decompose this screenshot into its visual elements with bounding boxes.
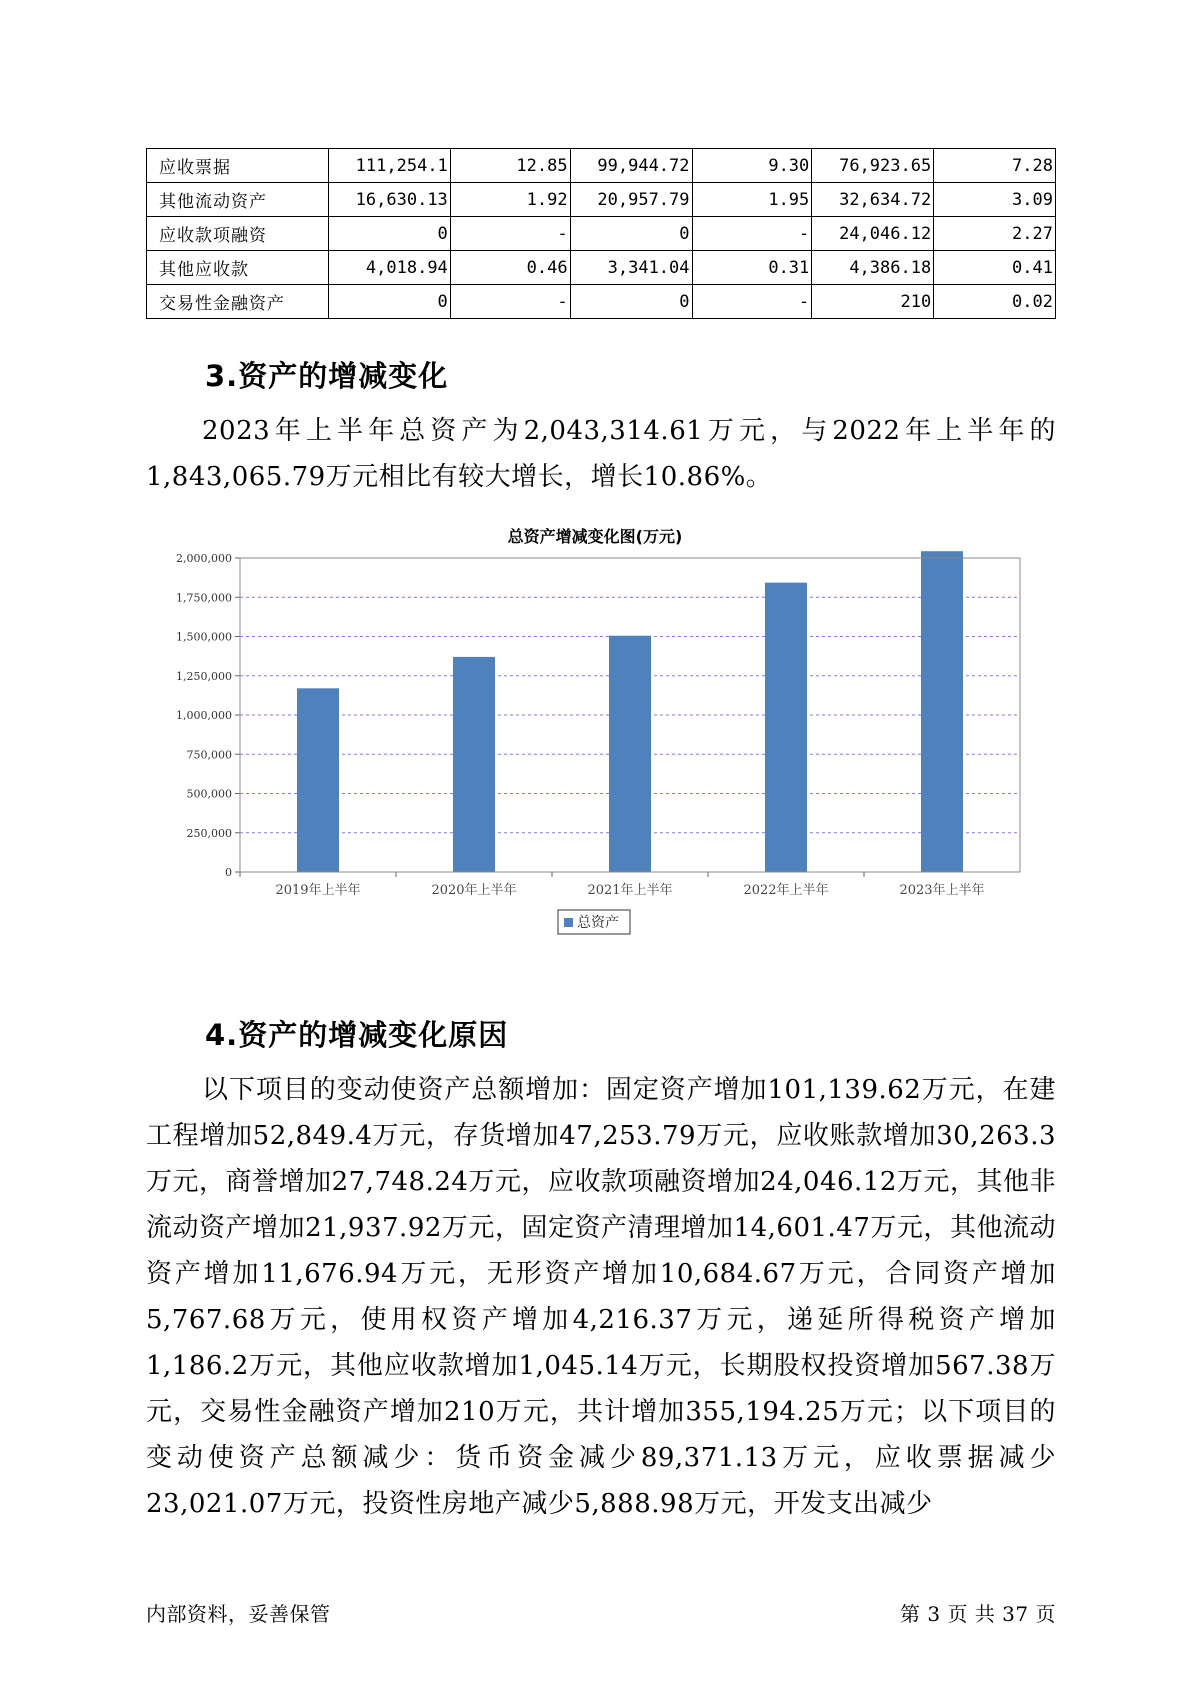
paragraph: 以下项目的变动使资产总额增加：固定资产增加101,139.62万元，在建工程增加52,849.4万元，存货增加47,253.79万元，应收账款增加30,263.3万元，商誉增加27,748.24万元，应收款项融资增加24,046.12万元，其他非流动资产增加21,937.92万元，固定资产清理增加14,601.47万元，其他流动资产增加11,676.94万元，无形资产增加10,684.67万元，合同资产增加5,767.68万元，使用权资产增加4,216.37万元，递延所得税资产增加1,186.2万元，其他应收款增加1,045.14万元，长期股权投资增加567.38万元，交易性金融资产增加210万元，共计增加355,194.25万元；以下项目的变动使资产总额减少：货币资金减少89,371.13万元，应收票据减少23,021.07万元，投资性房地产减少5,888.98万元，开发支出减少 <box>146 1075 1056 1519</box>
cell-value: 99,944.72 <box>570 149 692 183</box>
y-tick-label: 500,000 <box>186 787 232 801</box>
cell-percent: 1.95 <box>692 183 812 217</box>
row-label: 交易性金融资产 <box>147 285 329 319</box>
chart-legend <box>558 910 630 934</box>
table-row <box>147 217 1056 251</box>
x-tick-label: 2023年上半年 <box>899 883 985 898</box>
bar <box>453 657 495 872</box>
page-number: 第 3 页 共 37 页 <box>900 1602 1056 1626</box>
footer-confidential-note: 内部资料，妥善保管 <box>146 1602 331 1626</box>
y-tick-label: 250,000 <box>186 826 232 840</box>
cell-value: 16,630.13 <box>328 183 450 217</box>
cell-value: 210 <box>812 285 934 319</box>
legend-label: 总资产 <box>577 915 619 931</box>
row-label: 其他应收款 <box>147 251 329 285</box>
cell-percent: - <box>692 285 812 319</box>
y-tick-label: 750,000 <box>186 748 232 762</box>
cell-value: 76,923.65 <box>812 149 934 183</box>
cell-percent: 12.85 <box>450 149 570 183</box>
cell-percent: 2.27 <box>934 217 1056 251</box>
cell-value: 4,386.18 <box>812 251 934 285</box>
y-tick-label: 1,250,000 <box>176 669 232 683</box>
asset-table <box>146 148 1056 319</box>
row-label: 其他流动资产 <box>147 183 329 217</box>
table-row <box>147 285 1056 319</box>
cell-percent: - <box>450 217 570 251</box>
y-axis-ticks <box>176 552 240 879</box>
chart-bars <box>297 551 963 872</box>
cell-value: 0 <box>570 285 692 319</box>
cell-percent: 0.41 <box>934 251 1056 285</box>
cell-value: 0 <box>328 285 450 319</box>
bar <box>609 636 651 872</box>
cell-percent: 0.31 <box>692 251 812 285</box>
x-axis-labels <box>240 872 985 898</box>
cell-percent: 3.09 <box>934 183 1056 217</box>
x-tick-label: 2020年上半年 <box>431 883 517 898</box>
y-tick-label: 2,000,000 <box>176 552 232 565</box>
cell-value: 0 <box>570 217 692 251</box>
chart-title: 总资产增减变化图(万元) <box>507 527 683 546</box>
section-heading: 3.资产的增减变化 <box>205 359 449 393</box>
cell-percent: 9.30 <box>692 149 812 183</box>
y-tick-label: 1,750,000 <box>176 591 232 605</box>
row-label: 应收款项融资 <box>147 217 329 251</box>
cell-value: 111,254.1 <box>328 149 450 183</box>
cell-percent: 0.02 <box>934 285 1056 319</box>
cell-value: 32,634.72 <box>812 183 934 217</box>
row-label: 应收票据 <box>147 149 329 183</box>
bar <box>765 583 807 872</box>
cell-value: 3,341.04 <box>570 251 692 285</box>
table-row <box>147 251 1056 285</box>
bar-chart <box>160 520 1030 980</box>
cell-value: 4,018.94 <box>328 251 450 285</box>
legend-swatch <box>564 918 573 927</box>
cell-value: 0 <box>328 217 450 251</box>
bar <box>921 551 963 872</box>
cell-percent: 7.28 <box>934 149 1056 183</box>
y-tick-label: 1,000,000 <box>176 709 232 722</box>
cell-percent: 0.46 <box>450 251 570 285</box>
x-tick-label: 2021年上半年 <box>587 883 673 898</box>
x-tick-label: 2019年上半年 <box>275 883 361 898</box>
paragraph: 2023年上半年总资产为2,043,314.61万元，与2022年上半年的1,843,065.79万元相比有较大增长，增长10.86%。 <box>146 416 1056 492</box>
cell-percent: - <box>692 217 812 251</box>
cell-value: 24,046.12 <box>812 217 934 251</box>
x-tick-label: 2022年上半年 <box>743 883 829 898</box>
table-row <box>147 149 1056 183</box>
cell-percent: - <box>450 285 570 319</box>
y-tick-label: 0 <box>225 866 232 879</box>
section-heading: 4.资产的增减变化原因 <box>205 1018 509 1052</box>
bar <box>297 688 339 872</box>
y-tick-label: 1,500,000 <box>176 630 232 644</box>
table-row <box>147 183 1056 217</box>
cell-percent: 1.92 <box>450 183 570 217</box>
cell-value: 20,957.79 <box>570 183 692 217</box>
